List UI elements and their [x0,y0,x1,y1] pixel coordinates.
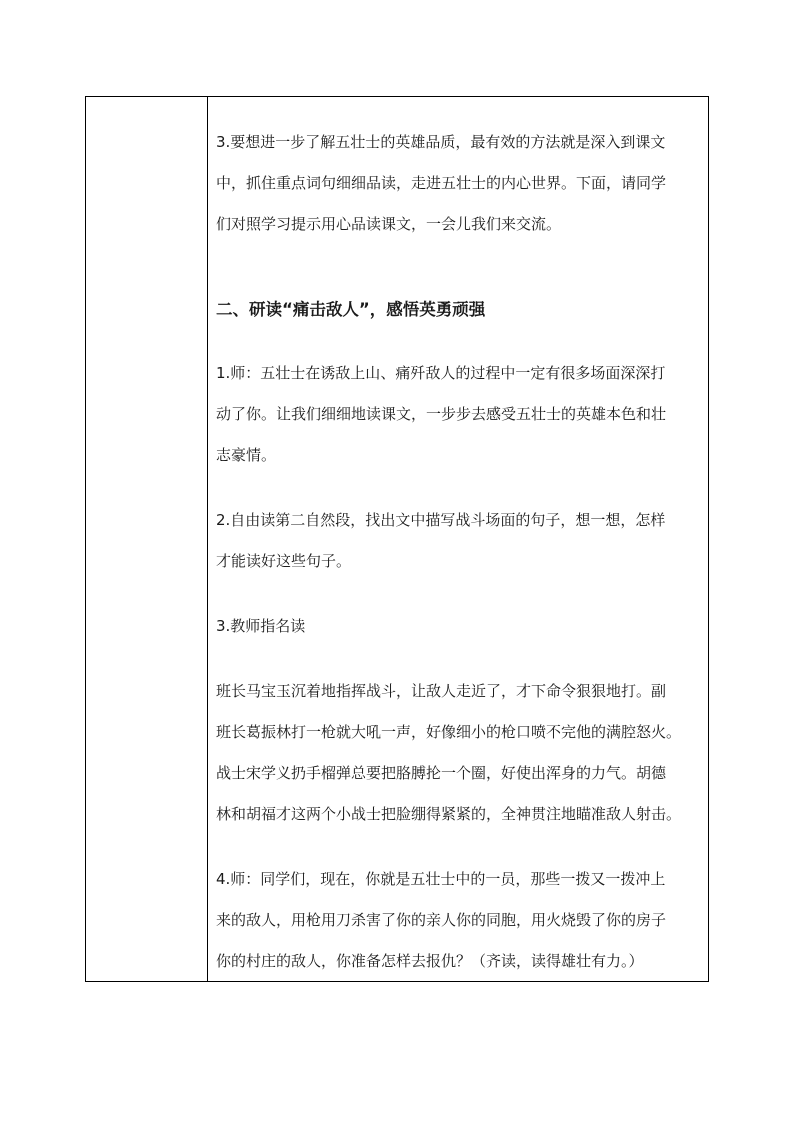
paragraph-line: 班长葛振林打一枪就大吼一声，好像细小的枪口喷不完他的满腔怒火。 [216,723,682,741]
document-table [85,96,709,982]
paragraph-line: 们对照学习提示用心品读课文，一会儿我们来交流。 [216,215,562,233]
paragraph-line: 1.师：五壮士在诱敌上山、痛歼敌人的过程中一定有很多场面深深打 [216,364,666,382]
column-divider [207,97,208,981]
paragraph-line: 才能读好这些句子。 [216,552,352,570]
paragraph-line: 林和胡福才这两个小战士把脸绷得紧紧的，全神贯注地瞄准敌人射击。 [216,805,682,823]
paragraph-line: 来的敌人，用枪用刀杀害了你的亲人你的同胞，用火烧毁了你的房子 [216,911,667,929]
paragraph-line: 3.要想进一步了解五壮士的英雄品质，最有效的方法就是深入到课文 [216,133,666,151]
paragraph-line: 你的村庄的敌人，你准备怎样去报仇？（齐读，读得雄壮有力。） [216,952,644,970]
paragraph-line: 中，抓住重点词句细细品读，走进五壮士的内心世界。下面，请同学 [216,174,667,192]
paragraph-line: 2.自由读第二自然段，找出文中描写战斗场面的句子，想一想，怎样 [216,511,666,529]
paragraph-line: 志豪情。 [216,446,277,464]
paragraph-line: 班长马宝玉沉着地指挥战斗，让敌人走近了，才下命令狠狠地打。副 [216,682,667,700]
section-heading: 二、研读“痛击敌人”，感悟英勇顽强 [216,300,486,319]
paragraph-line: 3.教师指名读 [216,617,306,635]
paragraph-line: 动了你。让我们细细地读课文，一步步去感受五壮士的英雄本色和壮 [216,405,667,423]
paragraph-line: 4.师：同学们，现在，你就是五壮士中的一员，那些一拨又一拨冲上 [216,870,666,888]
paragraph-line: 战士宋学义扔手榴弹总要把胳膊抡一个圈，好使出浑身的力气。胡德 [216,764,667,782]
